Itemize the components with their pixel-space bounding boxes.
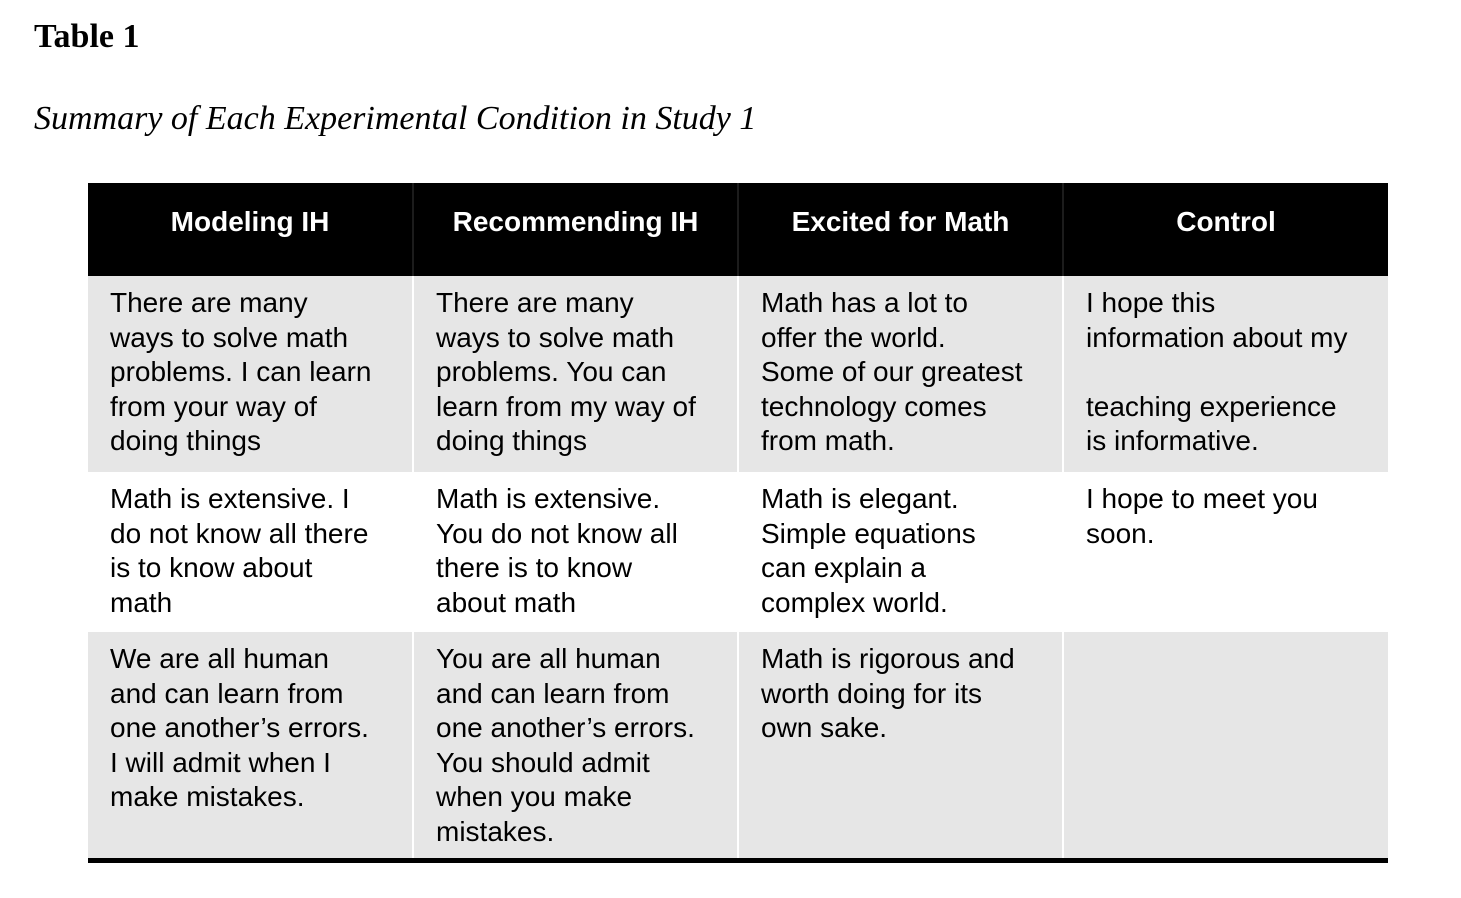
cell-line: and can learn from bbox=[110, 677, 344, 709]
table-row bbox=[88, 632, 1388, 860]
cell-line: from math. bbox=[761, 425, 895, 456]
cell-excited-for-math bbox=[738, 472, 1063, 632]
cell-recommending-ih bbox=[413, 632, 738, 860]
cell-line: I hope this bbox=[1086, 287, 1216, 318]
cell-line: own sake. bbox=[761, 712, 888, 743]
cell-line: one another’s errors. bbox=[110, 712, 369, 743]
table-row bbox=[88, 276, 1388, 472]
cell-line: is informative. bbox=[1086, 425, 1259, 456]
cell-line: Math is extensive. bbox=[436, 483, 661, 514]
cell-line: problems. I can learn bbox=[110, 356, 372, 387]
cell-line: You should admit bbox=[436, 746, 650, 778]
cell-line: Simple equations bbox=[761, 517, 976, 549]
cell-modeling-ih bbox=[88, 276, 413, 472]
cell-excited-for-math bbox=[738, 632, 1063, 860]
conditions-table bbox=[88, 183, 1388, 863]
cell-line: offer the world. bbox=[761, 321, 946, 353]
table-caption: Summary of Each Experimental Condition in Study 1 bbox=[34, 100, 757, 137]
cell-line: math bbox=[110, 586, 173, 618]
cell-line: mistakes. bbox=[436, 815, 555, 847]
cell-line: soon. bbox=[1086, 517, 1155, 549]
cell-modeling-ih bbox=[88, 632, 413, 860]
cell-line: Math is rigorous and bbox=[761, 643, 1015, 674]
header-modeling-ih: Modeling IH bbox=[88, 183, 413, 276]
cell-recommending-ih bbox=[413, 472, 738, 632]
cell-line: about math bbox=[436, 586, 577, 618]
cell-line: complex world. bbox=[761, 586, 948, 618]
cell-line: is to know about bbox=[110, 552, 313, 583]
header-row bbox=[88, 183, 1388, 276]
cell-line: technology comes bbox=[761, 390, 987, 422]
cell-line: information about my bbox=[1086, 321, 1348, 353]
cell-line: I hope to meet you bbox=[1086, 483, 1318, 514]
cell-line: You are all human bbox=[436, 643, 661, 674]
cell-line: there is to know bbox=[436, 552, 633, 583]
cell-line: doing things bbox=[436, 425, 588, 456]
cell-line: and can learn from bbox=[436, 677, 670, 709]
cell-line: doing things bbox=[110, 425, 262, 456]
cell-line: You do not know all bbox=[436, 517, 678, 549]
cell-recommending-ih bbox=[413, 276, 738, 472]
cell-excited-for-math bbox=[738, 276, 1063, 472]
cell-line: Math is elegant. bbox=[761, 483, 959, 514]
cell-line: Math has a lot to bbox=[761, 287, 969, 318]
cell-line: There are many bbox=[110, 287, 308, 318]
cell-line: learn from my way of bbox=[436, 390, 696, 422]
cell-line: one another’s errors. bbox=[436, 712, 695, 743]
cell-line: ways to solve math bbox=[436, 321, 675, 353]
cell-line: when you make bbox=[436, 781, 633, 812]
cell-line bbox=[1086, 355, 1376, 390]
cell-control bbox=[1063, 632, 1388, 860]
header-excited-for-math: Excited for Math bbox=[738, 183, 1063, 276]
cell-line: make mistakes. bbox=[110, 781, 305, 812]
cell-line: teaching experience bbox=[1086, 390, 1337, 422]
header-control: Control bbox=[1063, 183, 1388, 276]
table-label: Table 1 bbox=[34, 18, 140, 55]
cell-line: problems. You can bbox=[436, 356, 667, 387]
cell-line: We are all human bbox=[110, 643, 329, 674]
cell-line: ways to solve math bbox=[110, 321, 349, 353]
table-row bbox=[88, 472, 1388, 632]
header-recommending-ih: Recommending IH bbox=[413, 183, 738, 276]
cell-control bbox=[1063, 472, 1388, 632]
cell-line: can explain a bbox=[761, 552, 927, 583]
cell-line: I will admit when I bbox=[110, 746, 331, 778]
cell-modeling-ih bbox=[88, 472, 413, 632]
cell-line: worth doing for its bbox=[761, 677, 982, 709]
cell-line: do not know all there bbox=[110, 517, 369, 549]
cell-line: Math is extensive. I bbox=[110, 483, 350, 514]
cell-control bbox=[1063, 276, 1388, 472]
cell-line: Some of our greatest bbox=[761, 356, 1023, 387]
cell-line: There are many bbox=[436, 287, 634, 318]
cell-line: from your way of bbox=[110, 390, 317, 422]
